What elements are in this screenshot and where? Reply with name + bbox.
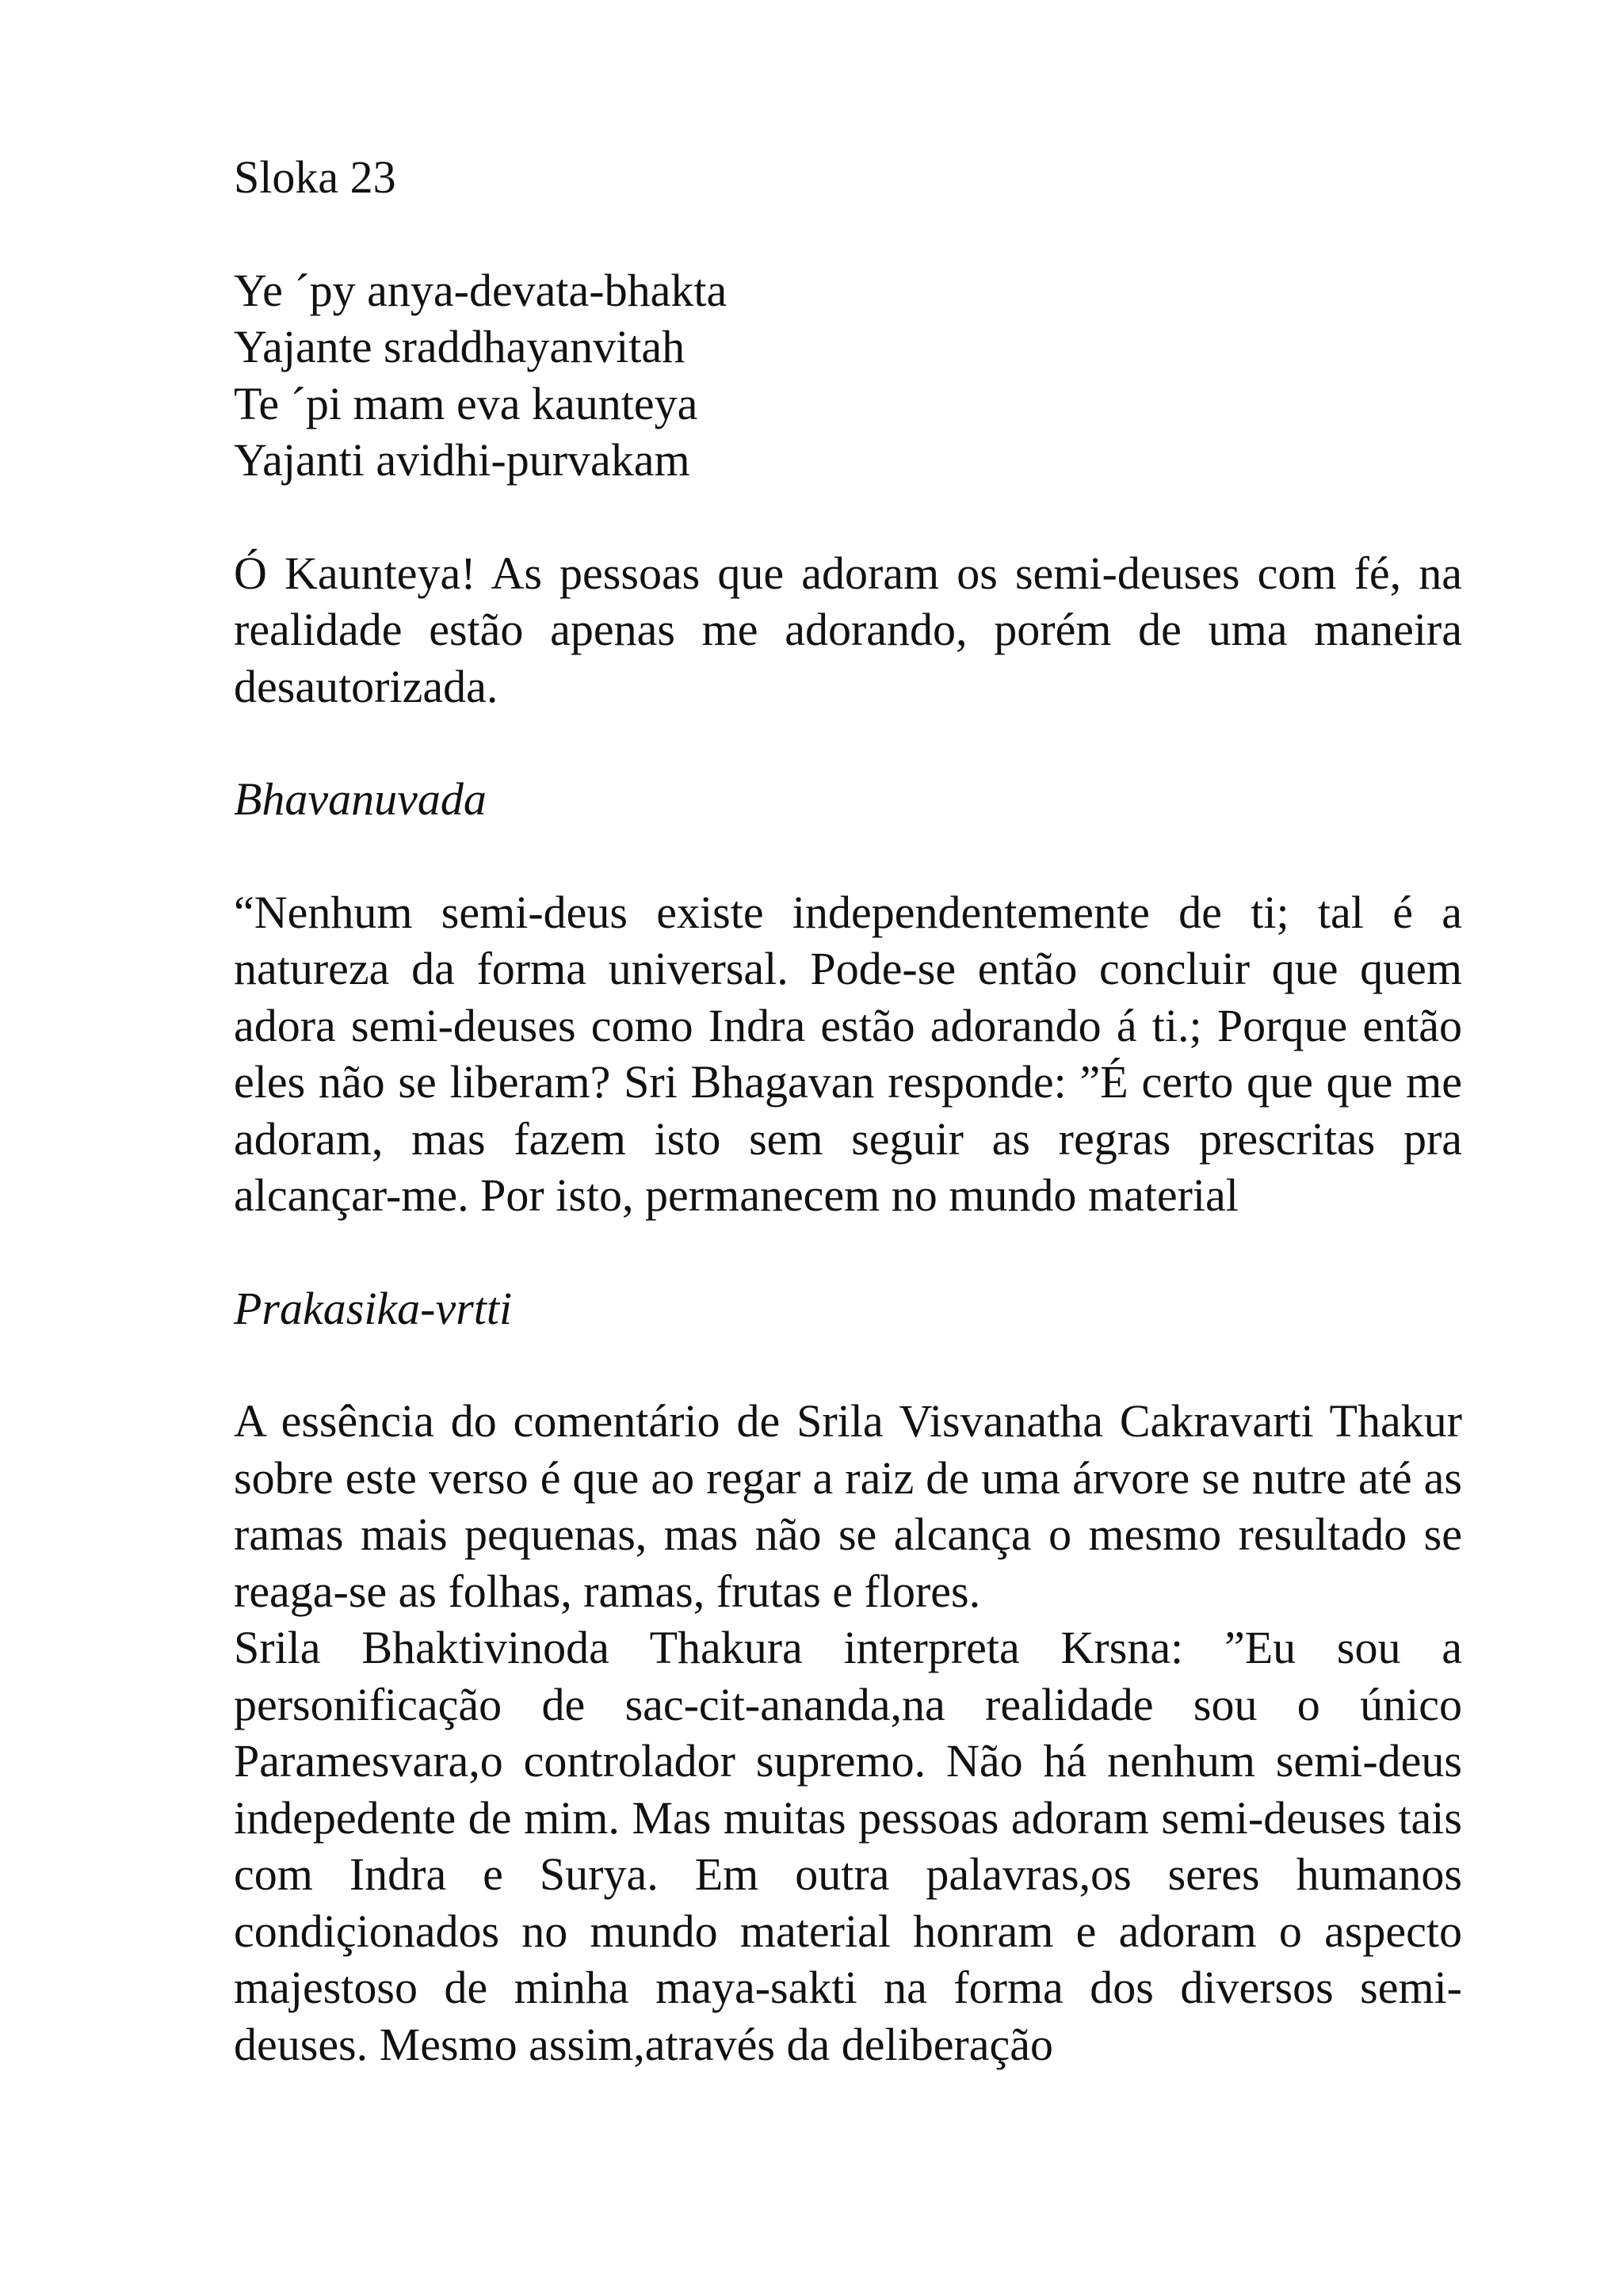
verse-line: Yajanti avidhi-purvakam — [234, 434, 690, 486]
bhavanuvada-heading: Bhavanuvada — [234, 773, 487, 825]
verse-line: Yajante sraddhayanvitah — [234, 321, 685, 372]
verse-line: Ye ´py anya-devata-bhakta — [234, 264, 727, 316]
prakasika-paragraph: Srila Bhaktivinoda Thakura interpreta Krsna: ”Eu sou a personificação de sac-cit-ananda,na realidade sou o único Paramesvara,o controlador supremo. Não há nenhum semi-deus indepedente de mim. Mas muitas pessoas adoram semi-deuses tais com Indra e Surya. Em outra palavras,os seres humanos condiçionados no mundo material honram e adoram o aspecto majestoso de minha maya-sakti na forma dos diversos semi-deuses. Mesmo assim,através da deliberação — [234, 1622, 1462, 2070]
verse-block — [234, 262, 1462, 489]
document-page — [234, 149, 1462, 2073]
verse-line: Te ´pi mam eva kaunteya — [234, 377, 698, 429]
prakasika-heading: Prakasika-vrtti — [234, 1282, 513, 1334]
verse-translation: Ó Kaunteya! As pessoas que adoram os semi-deuses com fé, na realidade estão apenas me adorando, porém de uma maneira desautorizada. — [234, 547, 1462, 712]
sloka-title: Sloka 23 — [234, 151, 396, 203]
prakasika-paragraph: A essência do comentário de Srila Visvanatha Cakravarti Thakur sobre este verso é que ao regar a raiz de uma árvore se nutre até as ramas mais pequenas, mas não se alcança o mesmo resultado se reaga-se as folhas, ramas, frutas e flores. — [234, 1395, 1462, 1617]
bhavanuvada-text: “Nenhum semi-deus existe independentemente de ti; tal é a natureza da forma universal. Pode-se então concluir que quem adora semi-deuses como Indra estão adorando á ti.; Porque então eles não se liberam? Sri Bhagavan responde: ”É certo que que me adoram, mas fazem isto sem seguir as regras prescritas pra alcançar-me. Por isto, permanecem no mundo material — [234, 886, 1462, 1221]
